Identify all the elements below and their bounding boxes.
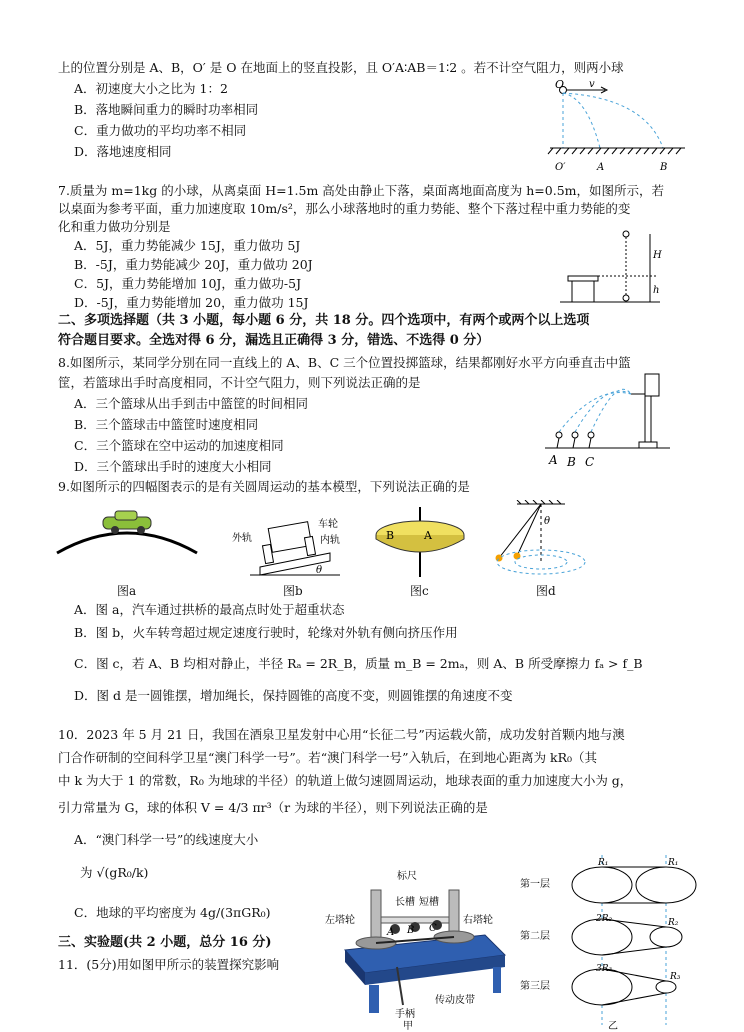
label-v: v [589,79,595,90]
q9-option-d: D．图 d 是一圆锥摆，增加绳长，保持圆锥的高度不变，则圆锥摆的角速度不变 [74,688,513,703]
label-layer-2: 第二层 [520,931,550,942]
q10-line-2: 门合作研制的空间科学卫星“澳门科学一号”。若“澳门科学一号”入轨后，在到地心距离为 kR₀（其 [58,750,598,765]
q7-figure [560,228,670,308]
q8-option-b: B．三个篮球击中篮筐时速度相同 [74,417,259,432]
label-layer-3: 第三层 [520,981,550,992]
label-belt: 传动皮带 [435,995,475,1006]
label-outer-rail: 外轨 [232,533,252,544]
q8-line-2: 筐，若篮球出手时高度相同，不计空气阻力，则下列说法正确的是 [58,375,421,390]
q10-line-4: 引力常量为 G，球的体积 V = 4/3 πr³（r 为球的半径），则下列说法正确的是 [58,800,488,815]
label-b: B [407,925,415,936]
q8-figure [545,370,680,470]
q10-line-3: 中 k 为大于 1 的常数，R₀ 为地球的半径）的轨道上做匀速圆周运动，地球表面的重力加速度大小为 g， [58,773,633,788]
label-a: A [549,453,558,467]
caption-fig-c: 图c [410,584,429,598]
q7-line-3: 化和重力做功分别是 [58,219,171,234]
label-theta: θ [316,565,323,576]
q7-option-c: C．5J，重力势能增加 10J，重力做功-5J [74,276,302,291]
q9-option-b: B．图 b，火车转弯超过规定速度行驶时，轮缘对外轨有侧向挤压作用 [74,625,458,640]
label-a: A [387,927,395,938]
section-2-line-1: 二、多项选择题（共 3 小题，每小题 6 分，共 18 分。四个选项中，有两个或两个以上选项 [58,313,590,328]
label-r1-right: R₁ [668,858,679,868]
label-H: H [653,250,662,261]
label-b: B [567,455,576,469]
q10-option-c: C．地球的平均密度为 4g/(3πGR₀) [74,905,271,920]
q8-option-a: A．三个篮球从出手到击中篮筐的时间相同 [74,396,309,411]
q8-option-d: D．三个篮球出手时的速度大小相同 [74,459,272,474]
q11-stem: 11．(5分)用如图甲所示的装置探究影响 [58,957,280,972]
fig-jia [325,855,515,1030]
label-handle: 手柄 [395,1009,415,1020]
q8-option-c: C．三个篮球在空中运动的加速度相同 [74,438,284,453]
q8-line-1: 8.如图所示，某同学分别在同一直线上的 A、B、C 三个位置投掷篮球，结果都刚好水平方向垂直击中篮 [58,355,631,370]
label-ruler: 标尺 [397,871,417,882]
label-left-tower: 左塔轮 [325,915,355,926]
fig-a [55,505,205,565]
fig-c [370,505,470,580]
label-layer-1: 第一层 [520,879,550,890]
q6-option-b: B．落地瞬间重力的瞬时功率相同 [74,102,259,117]
q6-option-c: C．重力做功的平均功率不相同 [74,123,247,138]
label-theta: θ [544,516,551,527]
caption-fig-a: 图a [117,584,137,598]
label-r3-left: 3R₃ [596,964,613,974]
q6-option-d: D．落地速度相同 [74,144,172,159]
q6-option-a: A．初速度大小之比为 1：2 [74,81,228,96]
q7-line-1: 7.质量为 m=1kg 的小球，从离桌面 H=1.5m 高处由静止下落，桌面离地面高度为 h=0.5m，如图所示，若 [58,183,665,198]
label-right-tower: 右塔轮 [463,915,493,926]
q7-option-d: D．-5J，重力势能增加 20，重力做功 15J [74,295,309,310]
q10-option-a-value: 为 √(gR₀/k) [80,865,149,880]
caption-yi: 乙 [608,1021,618,1030]
q10-option-a: A．“澳门科学一号”的线速度大小 [74,832,259,847]
caption-fig-b: 图b [283,584,303,598]
q9-stem: 9.如图所示的四幅图表示的是有关圆周运动的基本模型，下列说法正确的是 [58,479,470,494]
label-a: A [424,529,432,542]
label-long-slot: 长槽 [395,897,415,908]
label-o: O [555,78,565,91]
caption-fig-d: 图d [536,584,556,598]
q10-line-1: 10．2023 年 5 月 21 日，我国在酒泉卫星发射中心用“长征二号”丙运载火箭，成功发射首颗内地与澳 [58,727,625,742]
fig-d [485,500,595,580]
section-3-title: 三、实验题(共 2 小题，总分 16 分) [58,935,272,950]
section-2-line-2: 符合题目要求。全选对得 6 分，漏选且正确得 3 分，错选、不选得 0 分） [58,333,490,348]
label-b: B [386,529,395,542]
fig-yi [520,855,700,1030]
label-o-prime: O′ [555,162,566,173]
q6-stem: 上的位置分别是 A、B，O′ 是 O 在地面上的竖直投影，且 O′A∶AB＝1∶2 。若不计空气阻力，则两小球 [58,60,624,75]
label-c: C [429,923,437,934]
label-r2-right: R₂ [668,918,679,928]
fig-b [230,505,350,585]
label-h: h [653,285,660,296]
label-wheel: 车轮 [318,519,338,530]
label-b: B [660,162,668,173]
q7-option-b: B．-5J，重力势能减少 20J，重力做功 20J [74,257,313,272]
q7-option-a: A．5J，重力势能减少 15J，重力做功 5J [74,238,301,253]
label-inner-rail: 内轨 [320,535,340,546]
label-short-slot: 短槽 [419,897,439,908]
label-r2-left: 2R₂ [596,914,613,924]
q9-option-c: C．图 c，若 A、B 均相对静止，半径 Rₐ = 2R_B，质量 m_B = 2mₐ，则 A、B 所受摩擦力 fₐ > f_B [74,656,643,671]
label-c: C [585,455,595,469]
caption-jia: 甲 [403,1021,413,1030]
q6-figure [545,78,695,178]
label-a: A [597,162,605,173]
q9-option-a: A．图 a，汽车通过拱桥的最高点时处于超重状态 [74,602,345,617]
label-r3-right: R₃ [670,972,681,982]
q7-line-2: 以桌面为参考平面，重力加速度取 10m/s²，那么小球落地时的重力势能、整个下落过程中重力势能的变 [58,201,631,216]
label-r1-left: R₁ [598,858,609,868]
